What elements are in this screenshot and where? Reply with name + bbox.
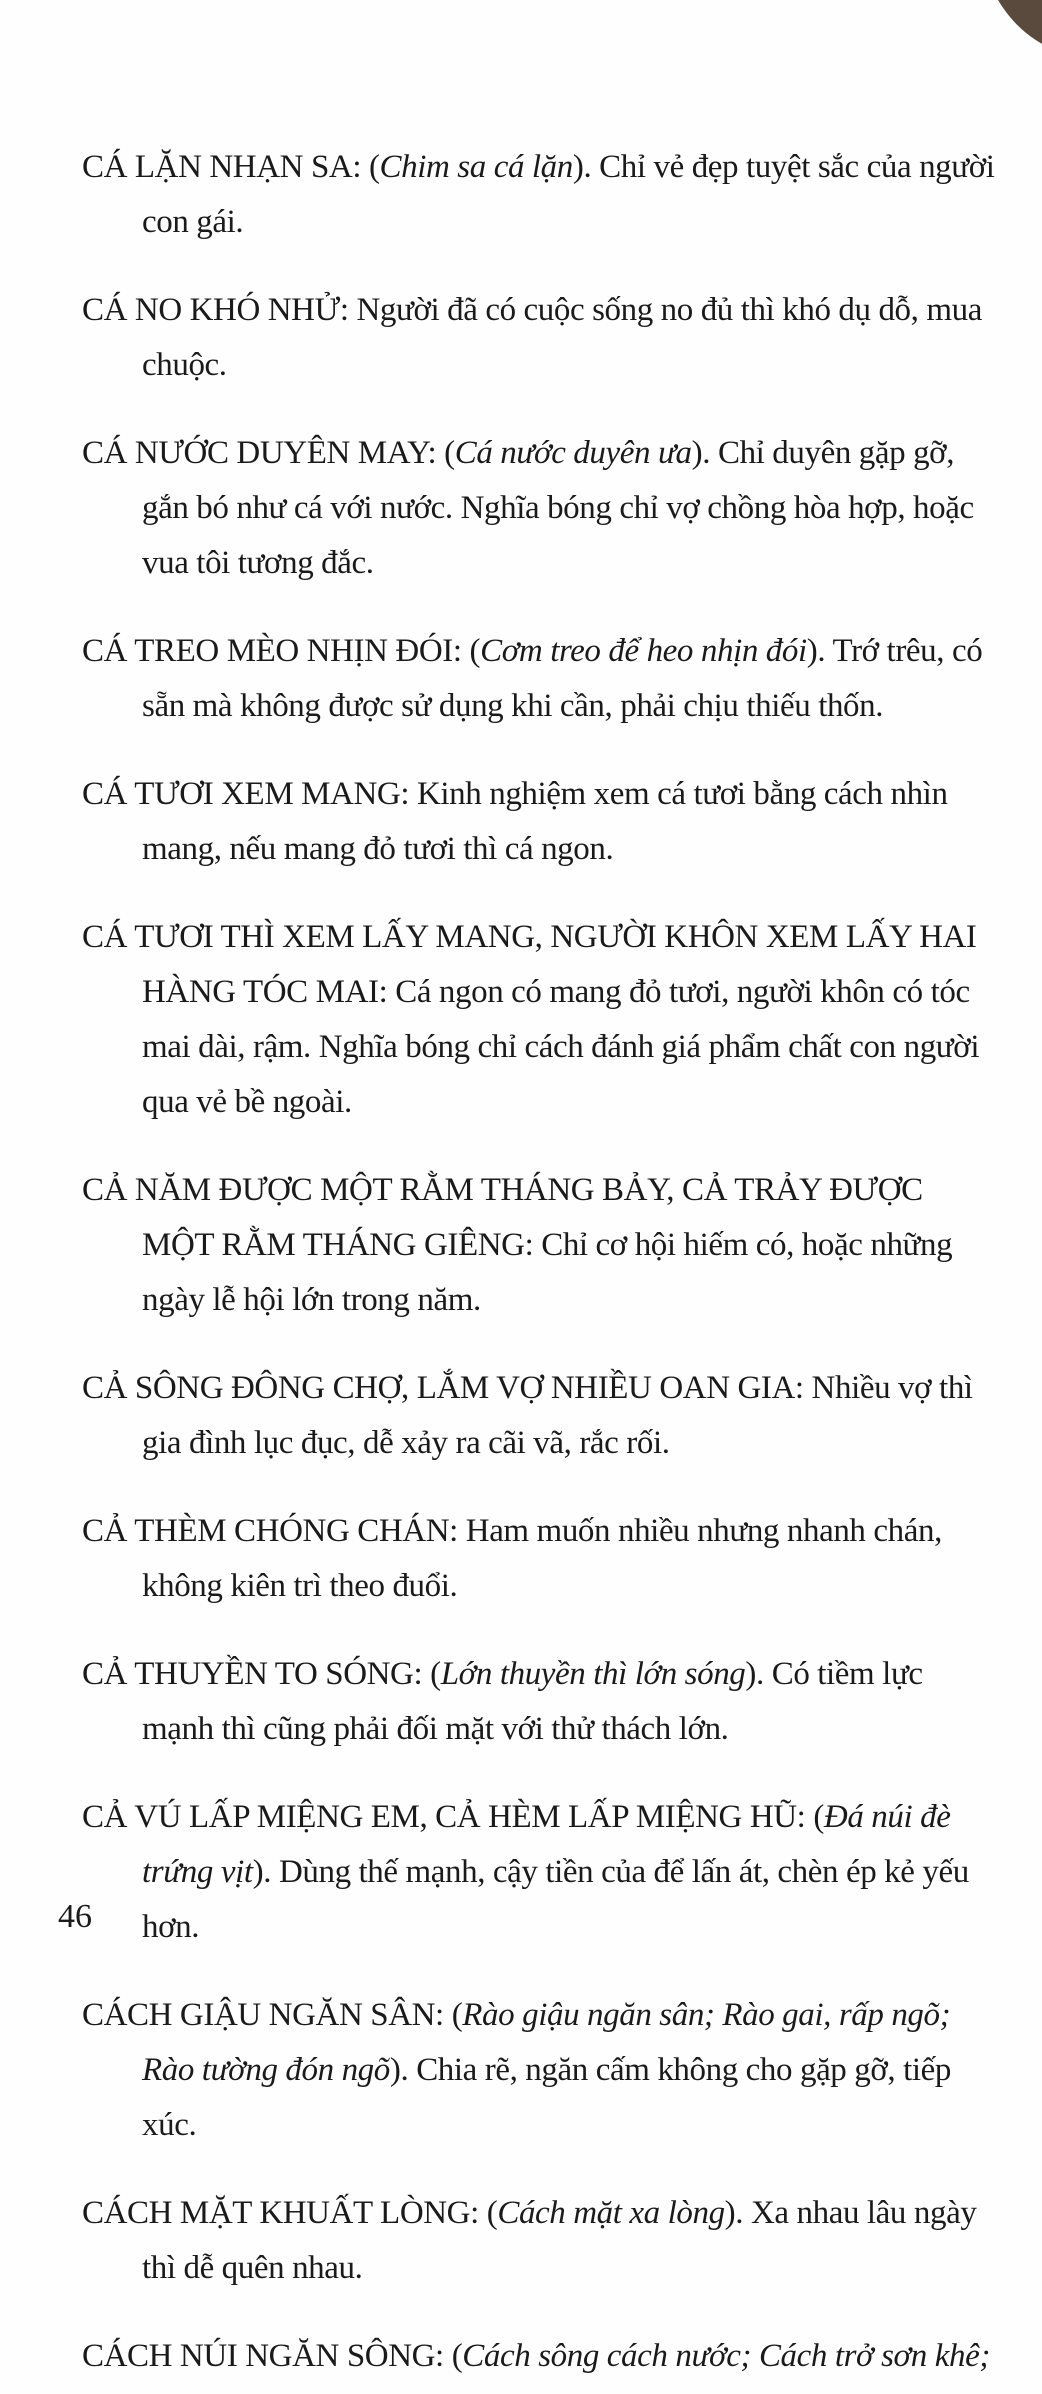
entry-variant: Cách mặt xa lòng [497,2195,725,2231]
entry-variant: Cá nước duyên ưa [454,435,692,471]
entry-definition: Có tiềm lực mạnh thì cũng phải đối mặt với thử thách lớn. [142,1656,923,1747]
entry-definition: Chỉ vẻ đẹp tuyệt sắc của người con gái. [142,149,995,240]
entry-definition: Chia rẽ, ngăn cấm không cho gặp gỡ, tiếp xúc. [142,2052,951,2143]
dictionary-entry [82,1361,1002,1471]
entry-term: CÁ TREO MÈO NHỊN ĐÓI: [82,633,462,669]
paren-close: ). [252,1854,272,1890]
entry-term: CÁ LẶN NHẠN SA: [82,149,362,185]
entry-variant: Cơm treo để heo nhịn đói [480,633,807,669]
dictionary-entry [82,1163,1002,1328]
entry-definition: Ham muốn nhiều nhưng nhanh chán, không kiên trì theo đuổi. [142,1513,942,1604]
entry-definition: Cá ngon có mang đỏ tươi, người khôn có tóc mai dài, rậm. Nghĩa bóng chỉ cách đánh giá phẩm chất con người qua vẻ bề ngoài. [142,974,980,1120]
paren-open: ( [805,1799,824,1835]
entry-term: CÁ TƯƠI XEM MANG: [82,776,410,812]
entry-term: CẢ THUYỀN TO SÓNG: [82,1656,423,1692]
entry-term: CÁ TƯƠI THÌ XEM LẤY MANG, NGƯỜI KHÔN XEM LẤY HAI HÀNG TÓC MAI: [82,919,977,1010]
dictionary-entry [82,767,1002,877]
entry-definition: Chỉ duyên gặp gỡ, gắn bó như cá với nước. Nghĩa bóng chỉ vợ chồng hòa hợp, hoặc vua tôi tương đắc. [142,435,974,581]
paren-close: ). [806,633,826,669]
paren-open: ( [436,435,455,471]
entry-variant: Rào giậu ngăn sân; Rào gai, rấp ngõ; Rào tường đón ngõ [142,1997,951,2088]
entry-definition: Trớ trêu, có sẵn mà không được sử dụng khi cần, phải chịu thiếu thốn. [142,633,983,724]
entry-definition: Kinh nghiệm xem cá tươi bằng cách nhìn mang, nếu mang đỏ tươi thì cá ngon. [142,776,948,867]
photo-corner-background [982,0,1042,60]
page-number: 46 [58,1898,92,1935]
entry-definition: Dùng thế mạnh, cậy tiền của để lấn át, chèn ép kẻ yếu hơn. [142,1854,969,1945]
paren-open: ( [443,2338,463,2374]
dictionary-entry [82,2329,1002,2384]
entry-term: CẢ THÈM CHÓNG CHÁN: [82,1513,458,1549]
dictionary-page [82,140,1002,2394]
paren-open: ( [478,2195,498,2231]
dictionary-entry [82,1504,1002,1614]
entry-term: CÁCH NÚI NGĂN SÔNG: [82,2338,444,2374]
entry-variant: Chim sa cá lặn [379,149,573,185]
paren-close: ). [745,1656,764,1692]
entry-term: CÁCH GIẬU NGĂN SÂN: [82,1997,444,2033]
entry-definition: Xa nhau lâu ngày thì dễ quên nhau. [142,2195,977,2286]
paren-open: ( [461,633,481,669]
dictionary-entry [82,1988,1002,2153]
dictionary-entry [82,2186,1002,2296]
dictionary-entry [82,910,1002,1130]
paren-close: ). [724,2195,744,2231]
paren-close: ). [572,149,592,185]
entry-definition: Chỉ cơ hội hiếm có, hoặc những ngày lễ hội lớn trong năm. [142,1227,953,1318]
dictionary-entry [82,426,1002,591]
entry-term: CẢ VÚ LẤP MIỆNG EM, CẢ HÈM LẤP MIỆNG HŨ: [82,1799,806,1835]
entry-term: CẢ SÔNG ĐÔNG CHỢ, LẮM VỢ NHIỀU OAN GIA: [82,1370,804,1406]
paren-close: ). [389,2052,409,2088]
dictionary-entry [82,283,1002,393]
paren-close: ). [691,435,711,471]
dictionary-entry [82,624,1002,734]
entry-term: CÁCH MẶT KHUẤT LÒNG: [82,2195,479,2231]
entry-definition: Nhiều vợ thì gia đình lục đục, dễ xảy ra cãi vã, rắc rối. [142,1370,973,1461]
entry-variant: Lớn thuyền thì lớn sóng [440,1656,746,1692]
entry-variant: Cách sông cách nước; Cách trở sơn khê; [462,2338,990,2374]
dictionary-entry [82,1647,1002,1757]
entry-variant: Đá núi đè trứng vịt [142,1799,951,1890]
dictionary-entry [82,1790,1002,1955]
entry-term: CÁ NO KHÓ NHỬ: [82,292,349,328]
paren-open: ( [443,1997,463,2033]
paren-open: ( [422,1656,441,1692]
entry-term: CÁ NƯỚC DUYÊN MAY: [82,435,437,471]
dictionary-entry [82,140,1002,250]
entry-definition: Người đã có cuộc sống no đủ thì khó dụ dỗ, mua chuộc. [142,292,982,383]
entry-term: CẢ NĂM ĐƯỢC MỘT RẰM THÁNG BẢY, CẢ TRẢY ĐƯỢC MỘT RẰM THÁNG GIÊNG: [82,1172,923,1263]
paren-open: ( [361,149,380,185]
